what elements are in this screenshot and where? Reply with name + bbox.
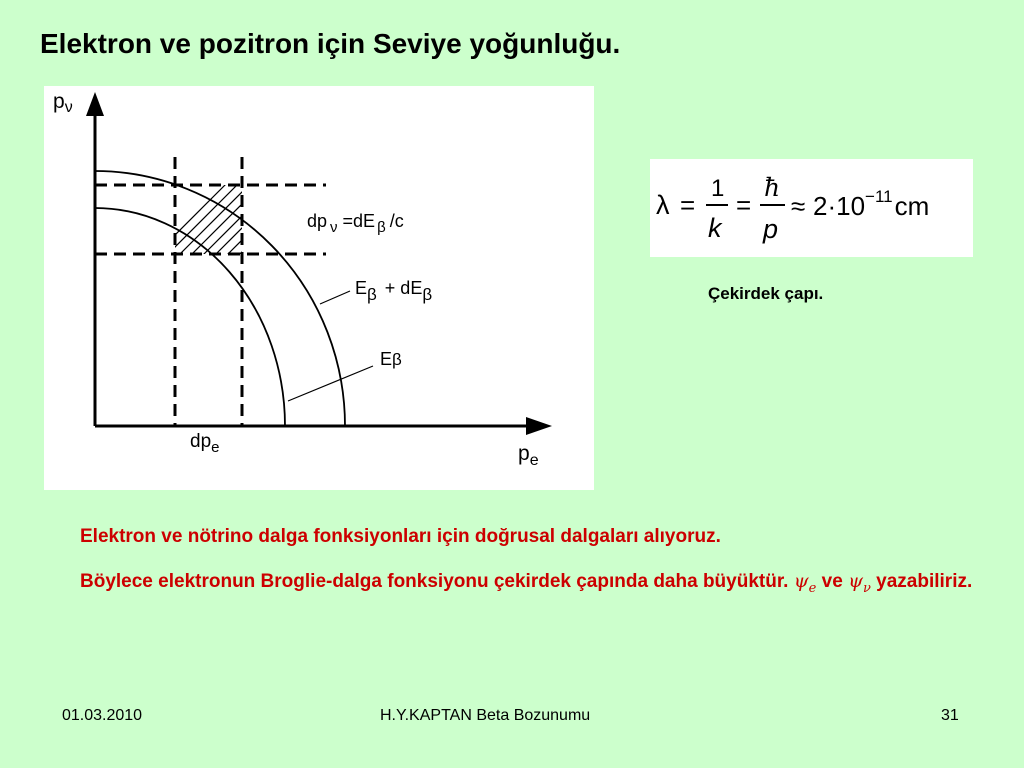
note-line-2-text: Böylece elektronun Broglie-dalga fonksiyonu çekirdek çapında daha büyüktür. [80,571,789,592]
formula-equals-1: = [680,190,696,220]
x-axis-arrow [526,417,552,435]
inner-energy-curve [95,208,285,426]
inner-label-leader [288,366,373,401]
footer-author: H.Y.KAPTAN Beta Bozunumu [380,707,591,724]
dp-e-label: $dp_e$ [190,431,220,456]
slide-title: Elektron ve pozitron için Seviye yoğunluğu. [40,28,621,59]
note-line-2-suffix: yazabiliriz. [876,571,973,592]
outer-energy-curve [95,171,345,426]
formula-numerator-2: ħ [764,173,781,202]
dp-nu-label: dp $_\nu$ =dE $_\beta$ /c [307,211,404,236]
formula-numerator-1: 1 [711,175,725,202]
psi-nu-symbol: $\psi_\nu$ [848,570,871,596]
y-axis-arrow [86,92,104,116]
diagram-svg [44,86,594,490]
formula-approx: ≈ [791,191,806,221]
formula-coefficient: $2\cdot 10^{-11}cm$ [813,187,930,221]
outer-label-leader [320,291,350,304]
x-axis-label: $p_e$ [518,442,539,469]
hatched-region [134,176,330,276]
wavelength-formula [650,159,973,257]
note-line-2 [80,569,980,601]
formula-denominator-2: p [763,214,779,244]
formula-denominator-1: k [708,213,722,243]
footer-date: 01.03.2010 [62,707,143,724]
y-axis-label: pν [53,90,73,116]
inner-curve-label: Eβ [380,349,402,369]
formula-lambda: λ [656,190,670,220]
formula-equals-2: = [736,190,752,220]
note-and: ve [821,571,843,592]
footer-page-number: 31 [941,707,959,724]
nucleus-diameter-caption: Çekirdek çapı. [708,284,824,303]
psi-e-symbol: $\psi_e$ [793,570,817,596]
note-line-1: Elektron ve nötrino dalga fonksiyonları için doğrusal dalgaları alıyoruz. [80,526,721,547]
outer-curve-label: Eβ + dEβ [355,278,433,304]
formula-svg [650,159,973,257]
phase-space-diagram [44,86,594,490]
